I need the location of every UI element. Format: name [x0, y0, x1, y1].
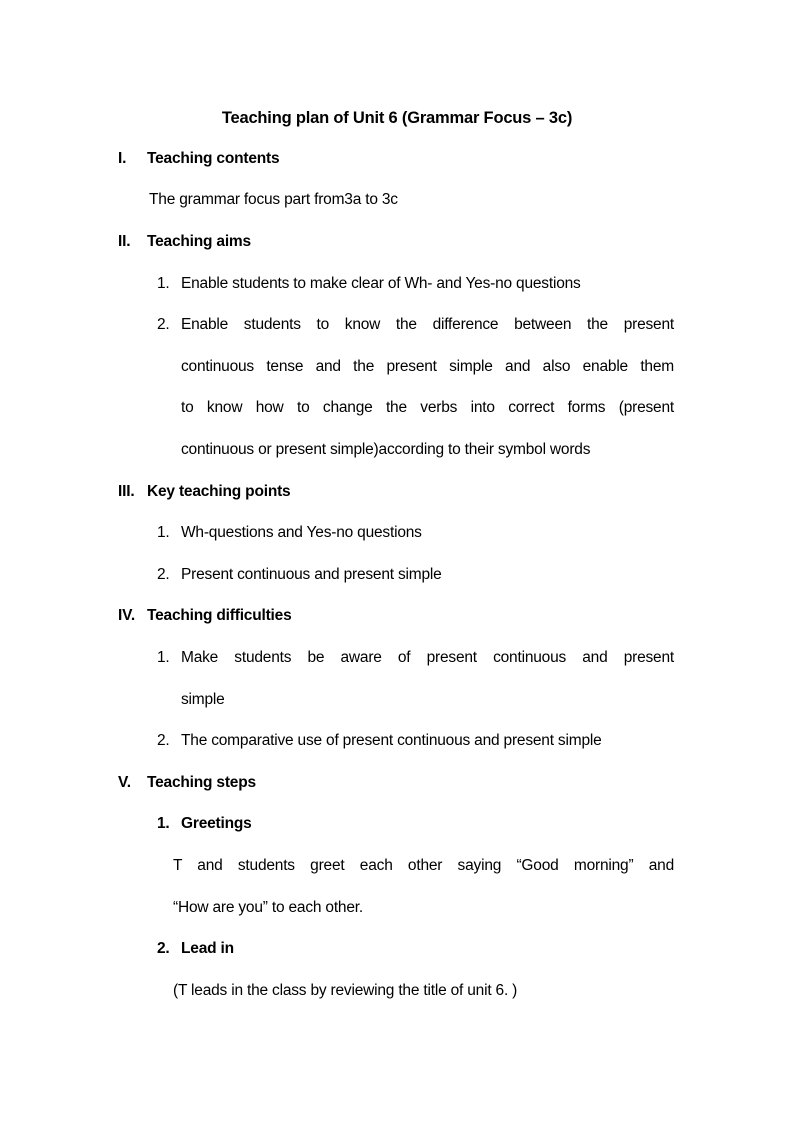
list-item: The comparative use of present continuous and present simple [181, 732, 602, 749]
list-item-line: continuous or present simple)according to their symbol words [181, 441, 591, 458]
list-number: 1. [157, 275, 170, 292]
list-item: Enable students to know the difference between the present [181, 316, 674, 333]
section-number: III. [118, 483, 135, 500]
section-heading: Teaching steps [147, 774, 256, 791]
section-heading: Teaching contents [147, 150, 280, 167]
section-heading: Key teaching points [147, 483, 291, 500]
section-heading: Teaching difficulties [147, 607, 292, 624]
list-item: Make students be aware of present continuous and present [181, 649, 674, 666]
step-heading: Lead in [181, 940, 234, 957]
paragraph: (T leads in the class by reviewing the title of unit 6. ) [173, 982, 518, 999]
section-number: II. [118, 233, 131, 250]
list-number: 2. [157, 732, 170, 749]
paragraph-line: “How are you” to each other. [173, 899, 363, 916]
section-number: IV. [118, 607, 135, 624]
step-number: 1. [157, 815, 170, 832]
list-number: 2. [157, 316, 170, 333]
list-item-line: continuous tense and the present simple and also enable them [181, 358, 674, 375]
section-number: I. [118, 150, 127, 167]
step-number: 2. [157, 940, 170, 957]
list-item-line: to know how to change the verbs into correct forms (present [181, 399, 674, 416]
paragraph: The grammar focus part from3a to 3c [149, 191, 398, 208]
list-item: Present continuous and present simple [181, 566, 442, 583]
list-item-line: simple [181, 691, 225, 708]
paragraph: T and students greet each other saying “Good morning” and [173, 857, 674, 874]
section-heading: Teaching aims [147, 233, 251, 250]
list-item: Enable students to make clear of Wh- and Yes-no questions [181, 275, 581, 292]
list-item: Wh-questions and Yes-no questions [181, 524, 422, 541]
section-number: V. [118, 774, 131, 791]
step-heading: Greetings [181, 815, 252, 832]
document-title: Teaching plan of Unit 6 (Grammar Focus – 3c) [221, 109, 573, 127]
list-number: 1. [157, 649, 170, 666]
list-number: 1. [157, 524, 170, 541]
list-number: 2. [157, 566, 170, 583]
